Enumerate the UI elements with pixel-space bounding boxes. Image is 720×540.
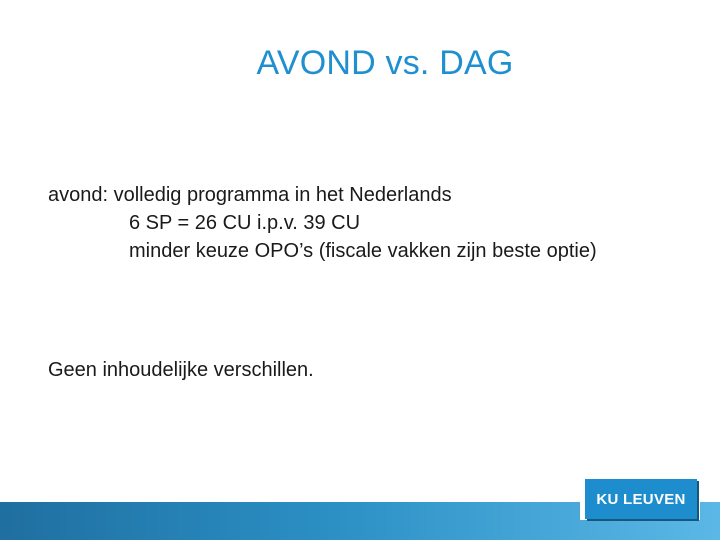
slide-title: AVOND vs. DAG bbox=[256, 44, 514, 82]
body-line-avond: avond: volledig programma in het Nederlands bbox=[48, 184, 452, 206]
ku-leuven-logo: KU LEUVEN bbox=[585, 479, 697, 519]
slide-body bbox=[48, 181, 597, 265]
body-line-credits: 6 SP = 26 CU i.p.v. 39 CU bbox=[129, 212, 361, 234]
body-line-choice: minder keuze OPO’s (fiscale vakken zijn beste optie) bbox=[129, 240, 597, 262]
conclusion-text: Geen inhoudelijke verschillen. bbox=[48, 359, 314, 381]
